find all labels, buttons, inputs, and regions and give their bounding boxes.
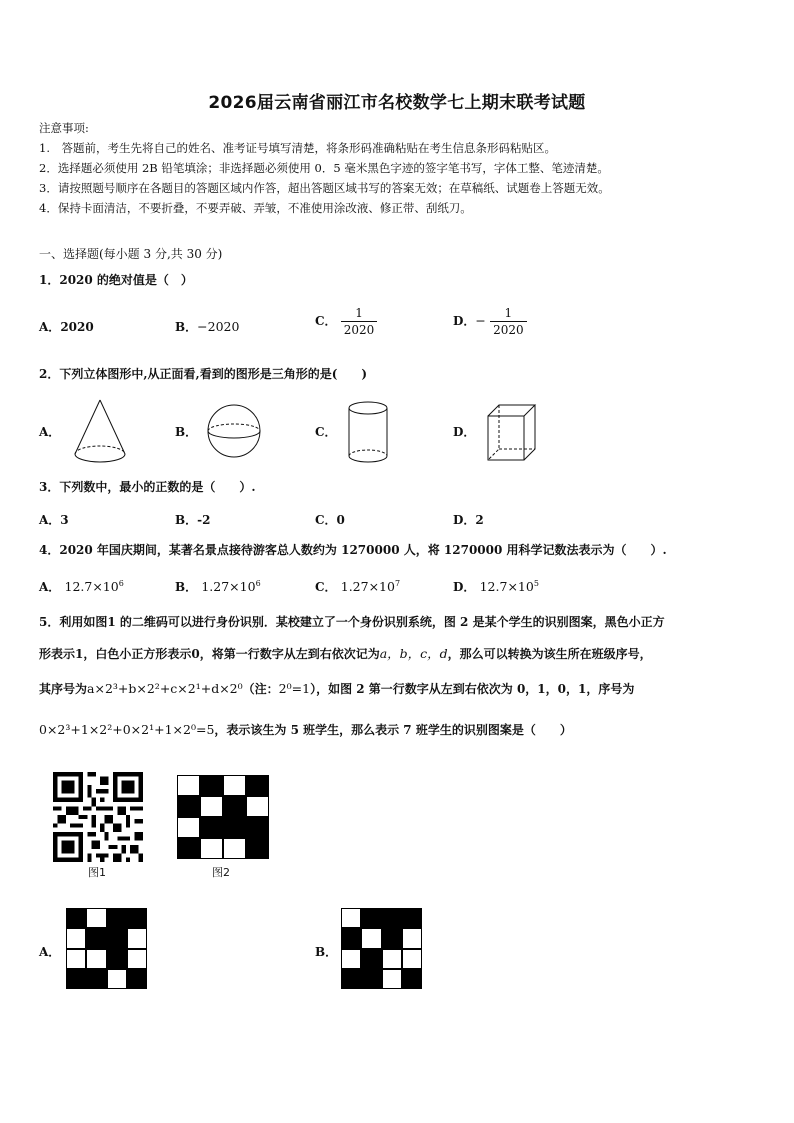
black-square	[223, 817, 246, 838]
white-square	[402, 928, 422, 948]
cone-icon	[72, 398, 128, 468]
black-square	[200, 775, 223, 796]
white-square	[86, 949, 106, 969]
option-value	[201, 579, 260, 594]
white-square	[341, 908, 361, 928]
text-segment: 其序号为	[39, 682, 88, 696]
text-segment: （注：	[242, 682, 279, 696]
notice-heading: 注意事项:	[39, 121, 89, 135]
q1-option-c[interactable]	[315, 306, 377, 337]
white-square	[382, 969, 402, 989]
option-value: −2020	[197, 319, 240, 334]
value-exponent: 5	[533, 578, 539, 588]
page-title: 2026届云南省丽江市名校数学七上期末联考试题	[208, 93, 586, 113]
white-square	[66, 949, 86, 969]
q3-option-c[interactable]: C．0	[315, 513, 345, 527]
q4-option-c[interactable]	[315, 578, 400, 595]
option-label: B．	[175, 580, 198, 594]
variables: a，b，c，d	[379, 646, 448, 661]
option-label: C．	[315, 314, 337, 328]
option-value	[341, 579, 400, 594]
white-square	[200, 838, 223, 859]
q5-option-a-pattern[interactable]	[66, 908, 147, 989]
q5-option-b-pattern[interactable]	[341, 908, 422, 989]
black-square	[402, 969, 422, 989]
sphere-icon	[206, 403, 262, 459]
value-base: 12.7×10	[64, 579, 119, 594]
black-square	[127, 969, 147, 989]
black-square	[223, 796, 246, 817]
question-3-stem: 3．下列数中，最小的正数的是（ ）.	[39, 480, 256, 494]
text-segment: ），如图 2 第一行数字从左到右依次为 0，1，0，1，序号为	[310, 682, 635, 696]
q3-option-b[interactable]: B．-2	[175, 513, 211, 527]
notice-item: 4．保持卡面清洁，不要折叠，不要弄破、弄皱，不准使用涂改液、修正带、刮纸刀。	[39, 201, 472, 215]
q2-option-b-label[interactable]: B．	[175, 425, 198, 439]
white-square	[361, 928, 381, 948]
q2-option-a-label[interactable]: A．	[39, 425, 61, 439]
notice-item: 2．选择题必须使用 2B 铅笔填涂；非选择题必须使用 0．5 毫米黑色字迹的签字笔书写，字体工整、笔迹清楚。	[39, 161, 609, 175]
question-2-stem: 2．下列立体图形中,从正面看,看到的图形是三角形的是( )	[39, 367, 368, 381]
cylinder-icon	[346, 400, 390, 466]
formula: 0×2³+1×2²+0×2¹+1×2⁰=5	[39, 722, 215, 737]
minus-sign: −	[475, 313, 486, 328]
question-5-line-3	[39, 681, 634, 697]
formula: a×2³+b×2²+c×2¹+d×2⁰	[87, 681, 243, 696]
value-exponent: 6	[255, 578, 261, 588]
white-square	[223, 775, 246, 796]
question-5-line-1: 5．利用如图1 的二维码可以进行身份识别．某校建立了一个身份识别系统，图 2 是某个学生的识别图案，黑色小正方	[39, 615, 665, 629]
black-square	[246, 838, 269, 859]
black-square	[341, 969, 361, 989]
question-4-stem: 4．2020 年国庆期间，某著名景点接待游客总人数约为 1270000 人，将 1270000 用科学记数法表示为（ ）.	[39, 543, 667, 557]
formula: 2⁰=1	[278, 681, 311, 696]
option-label: A．	[39, 580, 61, 594]
text-segment: 形表示1，白色小正方形表示0，将第一行数字从左到右依次记为	[39, 647, 380, 661]
option-label: A．	[39, 320, 61, 334]
option-label: B．	[175, 320, 198, 334]
q1-option-b[interactable]	[175, 318, 239, 335]
q2-option-c-label[interactable]: C．	[315, 425, 337, 439]
q5-option-a-label[interactable]: A．	[39, 945, 61, 959]
black-square	[86, 969, 106, 989]
black-square	[402, 908, 422, 928]
notice-item: 1. 答题前，考生先将自己的姓名、准考证号填写清楚，将条形码准确粘贴在考生信息条形码粘贴区。	[39, 141, 556, 155]
option-label: C．	[315, 580, 337, 594]
black-square	[66, 908, 86, 928]
black-square	[361, 969, 381, 989]
white-square	[127, 928, 147, 948]
q2-option-d-label[interactable]: D．	[453, 425, 476, 439]
black-square	[177, 796, 200, 817]
black-square	[127, 908, 147, 928]
black-square	[361, 908, 381, 928]
black-square	[361, 949, 381, 969]
figure-1-caption: 图1	[88, 866, 106, 879]
q4-option-a[interactable]	[39, 578, 124, 595]
section-heading: 一、选择题(每小题 3 分,共 30 分)	[39, 247, 223, 261]
white-square	[200, 796, 223, 817]
question-5-line-4	[39, 722, 572, 738]
value-exponent: 6	[118, 578, 124, 588]
white-square	[177, 775, 200, 796]
white-square	[127, 949, 147, 969]
q3-option-a[interactable]: A．3	[39, 513, 69, 527]
numerator: 1	[355, 306, 363, 320]
text-segment: ，那么可以转换为该生所在班级序号，	[447, 647, 652, 661]
black-square	[341, 928, 361, 948]
white-square	[107, 969, 127, 989]
white-square	[66, 928, 86, 948]
q5-option-b-label[interactable]: B．	[315, 945, 338, 959]
option-label: D．	[453, 314, 476, 328]
notice-item: 3．请按照题号顺序在各题目的答题区域内作答，超出答题区域书写的答案无效；在草稿纸、试题卷上答题无效。	[39, 181, 610, 195]
black-square	[246, 817, 269, 838]
option-label: D．	[453, 580, 476, 594]
q3-option-d[interactable]: D．2	[453, 513, 484, 527]
white-square	[86, 908, 106, 928]
option-value	[480, 579, 539, 594]
value-base: 1.27×10	[201, 579, 256, 594]
value-exponent: 7	[394, 578, 401, 588]
option-value	[65, 579, 124, 594]
q4-option-b[interactable]	[175, 578, 261, 595]
white-square	[402, 949, 422, 969]
white-square	[382, 949, 402, 969]
white-square	[177, 817, 200, 838]
figure-2-caption: 图2	[212, 866, 230, 879]
black-square	[382, 908, 402, 928]
q1-option-a[interactable]	[39, 318, 94, 335]
value-base: 12.7×10	[479, 579, 534, 594]
black-square	[66, 969, 86, 989]
fraction	[341, 306, 378, 337]
black-square	[382, 928, 402, 948]
black-square	[177, 838, 200, 859]
white-square	[246, 796, 269, 817]
white-square	[223, 838, 246, 859]
black-square	[107, 928, 127, 948]
black-square	[200, 817, 223, 838]
denominator: 2020	[490, 321, 527, 337]
value-base: 1.27×10	[340, 579, 395, 594]
text-segment: ，表示该生为 5 班学生，那么表示 7 班学生的识别图案是（ ）	[214, 723, 572, 737]
question-5-line-2	[39, 646, 652, 662]
numerator: 1	[504, 306, 513, 320]
fraction	[490, 306, 527, 337]
figure-2-pattern	[177, 775, 269, 859]
black-square	[107, 949, 127, 969]
question-1-stem: 1．2020 的绝对值是（ ）	[39, 273, 193, 287]
q1-option-d[interactable]	[453, 306, 527, 337]
qr-code-icon	[53, 772, 143, 862]
option-value: 2020	[60, 320, 94, 334]
white-square	[341, 949, 361, 969]
black-square	[107, 908, 127, 928]
black-square	[86, 928, 106, 948]
cuboid-icon	[485, 402, 537, 464]
denominator: 2020	[341, 321, 378, 337]
black-square	[246, 775, 269, 796]
notice-block	[39, 118, 610, 218]
q4-option-d[interactable]	[453, 578, 539, 595]
